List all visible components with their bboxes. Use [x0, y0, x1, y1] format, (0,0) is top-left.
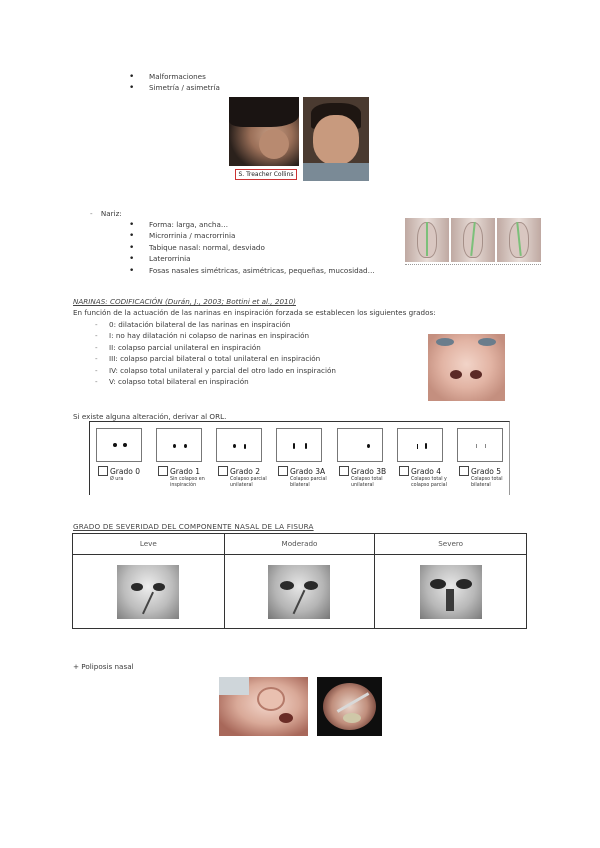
grado-3a-checkbox [278, 466, 288, 476]
grade-item: - II: colapso parcial unilateral en inspiración [95, 343, 336, 354]
severo-cell [375, 555, 527, 629]
nasal-polyposis-photo [219, 677, 308, 736]
grade-item: - IV: colapso total unilateral y parcial del otro lado en inspiración [95, 366, 336, 377]
grado-0-cell [96, 428, 142, 462]
leve-cleft-photo [117, 565, 179, 619]
grado-4-label: Grado 4 [411, 467, 441, 476]
narinas-intro: En función de la actuación de las narinas en inspiración forzada se establecen los siguientes grados: [73, 308, 436, 317]
endoscopy-photo [317, 677, 382, 736]
nariz-label: Nariz: [100, 209, 122, 218]
severidad-table [72, 533, 527, 629]
narinas-grade-list [95, 320, 336, 388]
grado-0-sublabel: Ø ura [110, 477, 124, 482]
grado-4-sublabel: Colapso total y colapso parcial [411, 477, 447, 488]
grade-item: - III: colapso parcial bilateral o total unilateral en inspiración [95, 354, 336, 365]
nariz-item: • Tabique nasal: normal, desviado [129, 243, 375, 254]
grado-3b-sublabel: Colapso total unilateral [351, 477, 383, 488]
moderado-cleft-photo [268, 565, 330, 619]
nose-illustrations [405, 218, 541, 270]
nariz-label-row [90, 209, 122, 219]
poliposis-label: + Poliposis nasal [73, 662, 134, 671]
dash-marker: - [90, 209, 93, 218]
moderado-cell [224, 555, 375, 629]
grado-3a-sublabel: Colapso parcial bilateral [290, 477, 327, 488]
col-moderado: Moderado [224, 534, 375, 555]
grado-0-label: Grado 0 [110, 467, 140, 476]
nariz-item: • Forma: larga, ancha… [129, 220, 375, 231]
severidad-image-row [73, 555, 527, 629]
grado-3a-label: Grado 3A [290, 467, 326, 476]
grade-item: - I: no hay dilatación ni colapso de narinas en inspiración [95, 331, 336, 342]
grado-3b-label: Grado 3B [351, 467, 387, 476]
grado-4-cell [397, 428, 443, 462]
nariz-list [129, 220, 375, 277]
grade-item: - 0: dilatación bilateral de las narinas en inspiración [95, 320, 336, 331]
grado-2-sublabel: Colapso parcial unilateral [230, 477, 267, 488]
nostril-photo [428, 334, 505, 401]
grado-5-checkbox [459, 466, 469, 476]
grado-3a-cell [276, 428, 322, 462]
grado-4-checkbox [399, 466, 409, 476]
grado-figure [89, 421, 510, 495]
nariz-item: • Fosas nasales simétricas, asimétricas, pequeñas, mucosidad… [129, 266, 375, 277]
nariz-item: • Laterorrinia [129, 254, 375, 265]
bullet-item: • Malformaciones [129, 72, 220, 83]
photo-caption [235, 169, 297, 180]
grado-2-checkbox [218, 466, 228, 476]
grado-3b-checkbox [339, 466, 349, 476]
orl-note: Si existe alguna alteración, derivar al ORL. [73, 412, 227, 421]
grado-1-sublabel: Sin colapso en inspiración [170, 477, 205, 488]
leve-cell [73, 555, 225, 629]
grado-5-cell [457, 428, 503, 462]
grado-5-sublabel: Colapso total bilateral [471, 477, 503, 488]
nariz-item: • Microrrinia / macrorrinia [129, 231, 375, 242]
col-leve: Leve [73, 534, 225, 555]
treacher-collins-frontal-photo [303, 97, 369, 181]
col-severo: Severo [375, 534, 527, 555]
severo-cleft-photo [420, 565, 482, 619]
grado-1-cell [156, 428, 202, 462]
grado-0-checkbox [98, 466, 108, 476]
narinas-heading: NARINAS: CODIFICACIÓN (Durán, J., 2003; Bottini et al., 2010) [73, 297, 296, 306]
grado-1-label: Grado 1 [170, 467, 200, 476]
grado-1-checkbox [158, 466, 168, 476]
bullet-item: • Simetría / asimetría [129, 83, 220, 94]
grado-2-label: Grado 2 [230, 467, 260, 476]
grado-5-label: Grado 5 [471, 467, 501, 476]
severidad-header-row [73, 534, 527, 555]
top-bullet-list [129, 72, 220, 95]
treacher-collins-profile-photo [229, 97, 299, 166]
grade-item: - V: colapso total bilateral en inspiración [95, 377, 336, 388]
photo-caption-text: S. Treacher Collins [238, 171, 294, 178]
grado-2-cell [216, 428, 262, 462]
grado-3b-cell [337, 428, 383, 462]
severidad-heading: GRADO DE SEVERIDAD DEL COMPONENTE NASAL DE LA FISURA [73, 522, 314, 531]
